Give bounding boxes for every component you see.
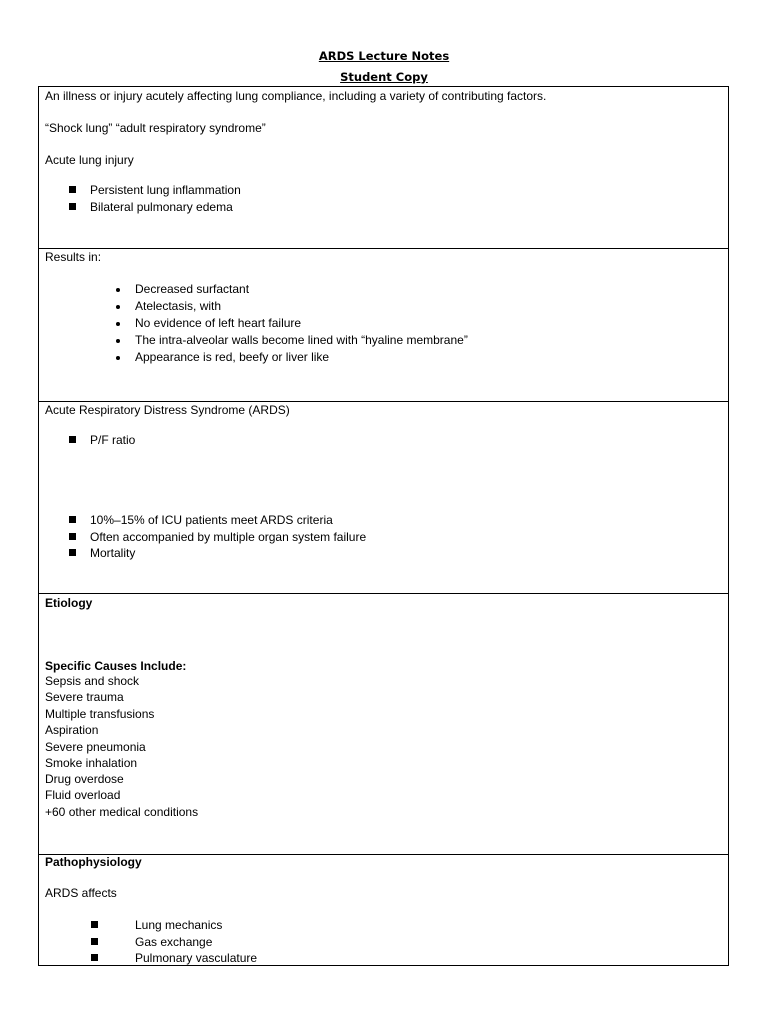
round-bullet-icon <box>116 305 120 309</box>
list-item: Multiple transfusions <box>45 707 155 721</box>
list-item: Aspiration <box>45 723 99 737</box>
round-bullet-icon <box>116 339 120 343</box>
round-bullet-icon <box>116 288 120 292</box>
list-item: No evidence of left heart failure <box>135 316 302 330</box>
round-bullet-icon <box>116 322 120 326</box>
list-item: +60 other medical conditions <box>45 805 199 819</box>
notes-table <box>38 86 729 966</box>
square-bullet-icon <box>91 954 98 961</box>
definition-text: An illness or injury acutely affecting lung compliance, including a variety of contributing factors. <box>45 89 547 103</box>
square-bullet-icon <box>69 203 76 210</box>
list-item: Fluid overload <box>45 788 121 802</box>
list-item: Drug overdose <box>45 772 124 786</box>
square-bullet-icon <box>69 516 76 523</box>
list-item: Severe trauma <box>45 690 124 704</box>
results-cell <box>39 248 728 401</box>
square-bullet-icon <box>69 436 76 443</box>
list-item: Lung mechanics <box>135 918 223 932</box>
ards-cell <box>39 401 728 593</box>
list-item: Pulmonary vasculature <box>135 951 258 965</box>
list-item: Atelectasis, with <box>135 299 222 313</box>
square-bullet-icon <box>69 533 76 540</box>
square-bullet-icon <box>91 921 98 928</box>
etiology-cell <box>39 593 728 854</box>
list-item: The intra-alveolar walls become lined with “hyaline membrane” <box>135 333 468 347</box>
list-item: Often accompanied by multiple organ system failure <box>90 530 367 544</box>
causes-subheading: Specific Causes Include: <box>45 659 187 673</box>
list-item: 10%–15% of ICU patients meet ARDS criteria <box>90 513 333 527</box>
list-item: Persistent lung inflammation <box>90 183 241 197</box>
pathophysiology-cell <box>39 854 728 965</box>
synonyms-text: “Shock lung” “adult respiratory syndrome” <box>45 121 266 135</box>
pathophysiology-intro: ARDS affects <box>45 886 117 900</box>
pathophysiology-heading: Pathophysiology <box>45 855 142 869</box>
square-bullet-icon <box>91 938 98 945</box>
document-subtitle: Student Copy <box>340 70 428 84</box>
square-bullet-icon <box>69 186 76 193</box>
list-item: Gas exchange <box>135 935 213 949</box>
list-item: Smoke inhalation <box>45 756 138 770</box>
definition-cell <box>39 87 728 248</box>
list-item: Severe pneumonia <box>45 740 146 754</box>
document-title: ARDS Lecture Notes <box>318 49 450 63</box>
list-item: Sepsis and shock <box>45 674 140 688</box>
etiology-heading: Etiology <box>45 596 93 610</box>
list-item: Bilateral pulmonary edema <box>90 200 233 214</box>
list-item: Mortality <box>90 546 136 560</box>
list-item: Appearance is red, beefy or liver like <box>135 350 330 364</box>
acute-lung-injury-text: Acute lung injury <box>45 153 134 167</box>
square-bullet-icon <box>69 549 76 556</box>
list-item: P/F ratio <box>90 433 136 447</box>
list-item: Decreased surfactant <box>135 282 250 296</box>
round-bullet-icon <box>116 356 120 360</box>
results-heading: Results in: <box>45 250 102 264</box>
ards-heading: Acute Respiratory Distress Syndrome (ARDS) <box>45 403 290 417</box>
